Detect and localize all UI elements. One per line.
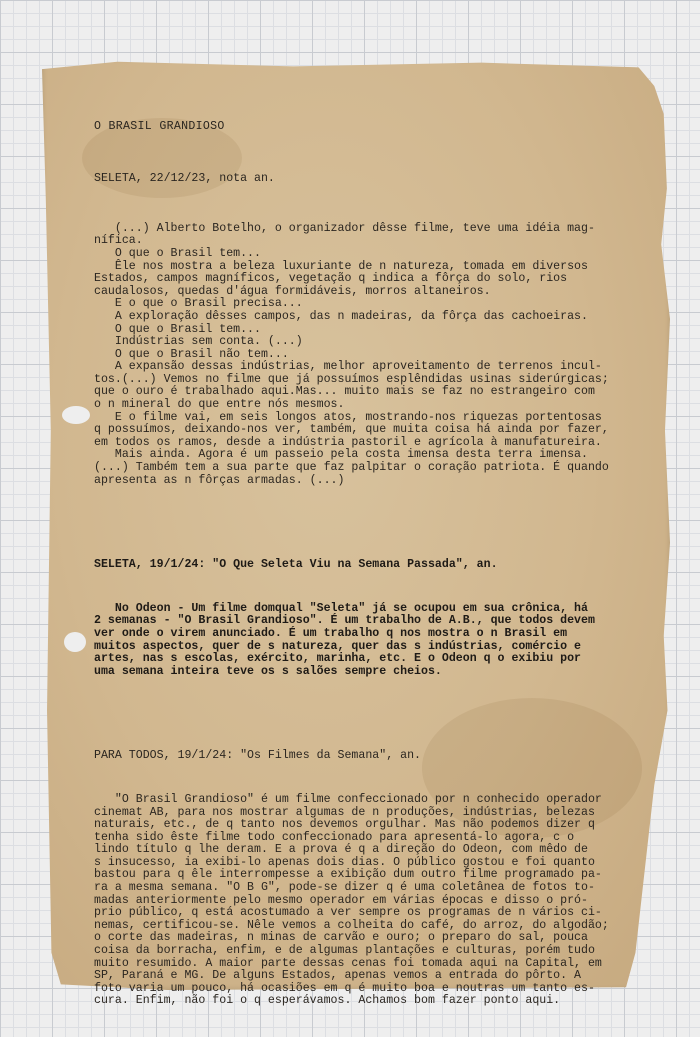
text-line: cinemat AB, para nos mostrar algumas de n produções, indústrias, belezas: [94, 805, 595, 819]
text-line: cura. Enfim, não foi o q esperávamos. Achamos bom fazer ponto aqui.: [94, 994, 561, 1008]
text-line: nemas, certificou-se. Nêle vemos a colheita do café, do arroz, do algodão;: [94, 918, 609, 932]
punch-hole: [64, 632, 86, 652]
text-line: foto varia um pouco, há ocasiões em q é muito boa e noutras um tanto es-: [94, 981, 595, 995]
text-line: ra a mesma semana. "O B G", pode-se dizer q é uma coletânea de fotos to-: [94, 881, 595, 895]
text-line: naturais, etc., de q tanto nos devemos orgulhar. Mas não podemos dizer q: [94, 818, 595, 832]
text-line: que o ouro é trabalhado aqui.Mas... muito mais se faz no estrangeiro com: [94, 385, 595, 399]
text-line: bastou para q êle interrompesse a exibição dum outro filme programado pa-: [94, 868, 602, 882]
first-source-heading: SELETA, 22/12/23, nota an.: [94, 171, 275, 185]
text-line: o n mineral do que entre nós mesmos.: [94, 398, 345, 412]
text-line: "O Brasil Grandioso" é um filme confeccionado por n conhecido operador: [94, 792, 602, 806]
text-line: A exploração dêsses campos, das n madeiras, da fôrça das cachoeiras.: [94, 309, 588, 323]
text-line: (...) Alberto Botelho, o organizador dêsse filme, teve uma idéia mag-: [94, 221, 595, 235]
text-line: SP, Paraná e MG. De alguns Estados, apenas vemos a entrada do pôrto. A: [94, 969, 582, 983]
text-line: E o que o Brasil precisa...: [94, 297, 303, 311]
third-source-heading: PARA TODOS, 19/1/24: "Os Filmes da Semana", an.: [94, 749, 421, 763]
text-line: s insucesso, ia exibi-lo apenas dois dias. O público gostou e foi quanto: [94, 855, 595, 869]
text-line: q possuímos, deixando-nos ver, também, que muita coisa há ainda por fazer,: [94, 423, 609, 437]
text-line: tenha sido êste filme todo confeccionado para apresentá-lo agora, c o: [94, 830, 575, 844]
text-line: O que o Brasil não tem...: [94, 347, 289, 361]
text-line: nífica.: [94, 234, 143, 248]
text-line: No Odeon - Um filme domqual "Seleta" já se ocupou em sua crônica, há: [94, 601, 588, 615]
text-line: (...) Também tem a sua parte que faz palpitar o coração patriota. É quando: [94, 461, 609, 475]
text-line: apresenta as n fôrças armadas. (...): [94, 473, 345, 487]
text-line: tos.(...) Vemos no filme que já possuímos esplêndidas usinas siderúrgicas;: [94, 372, 609, 386]
text-line: lindo título q lhe deram. E a prova é q a direção do Odeon, com mêdo de: [94, 843, 588, 857]
text-line: Mais ainda. Agora é um passeio pela costa imensa desta terra imensa.: [94, 448, 588, 462]
text-line: em todos os ramos, desde a indústria pastoril e agrícola à manufatureira.: [94, 435, 602, 449]
punch-hole: [62, 406, 90, 424]
text-line: o corte das madeiras, n minas de carvão e ouro; o preparo do sal, pouca: [94, 931, 588, 945]
text-line: coisa da borracha, enfim, e de algumas plantações e culturas, porém tudo: [94, 944, 595, 958]
first-article-text: [94, 223, 654, 487]
text-line: muito resumido. A maior parte dessas cenas foi tomada aqui na Capital, em: [94, 956, 602, 970]
text-line: Estados, campos magníficos, vegetação q indica a fôrça do solo, rios: [94, 272, 568, 286]
second-article-text: [94, 603, 654, 679]
text-line: caudalosos, quedas d'água formidáveis, morros altaneiros.: [94, 284, 491, 298]
text-line: ver onde o virem anunciado. É um trabalho q nos mostra o n Brasil em: [94, 626, 568, 640]
text-line: Indústrias sem conta. (...): [94, 335, 303, 349]
text-line: prio público, q está acostumado a ver sempre os programas de n vários ci-: [94, 906, 602, 920]
text-line: O que o Brasil tem...: [94, 246, 261, 260]
text-line: E o filme vai, em seis longos atos, mostrando-nos riquezas portentosas: [94, 410, 602, 424]
text-line: Êle nos mostra a beleza luxuriante de n natureza, tomada em diversos: [94, 259, 588, 273]
document-title: O BRASIL GRANDIOSO: [94, 120, 225, 134]
text-line: A expansão dessas indústrias, melhor aproveitamento de terrenos incul-: [94, 360, 602, 374]
text-line: muitos aspectos, quer de s natureza, quer das s indústrias, comércio e: [94, 639, 582, 653]
second-source-heading: SELETA, 19/1/24: "O Que Seleta Viu na Semana Passada", an.: [94, 558, 498, 571]
text-line: madas anteriormente pelo mesmo operador em várias épocas e disso o pró-: [94, 893, 588, 907]
text-line: artes, nas s escolas, exército, marinha, etc. E o Odeon q o exibiu por: [94, 652, 582, 666]
third-article-text: [94, 794, 654, 1008]
text-line: O que o Brasil tem...: [94, 322, 261, 336]
text-line: uma semana inteira teve os s salões sempre cheios.: [94, 664, 442, 678]
text-line: 2 semanas - "O Brasil Grandioso". É um trabalho de A.B., que todos devem: [94, 614, 595, 628]
document-text: [94, 96, 654, 1037]
